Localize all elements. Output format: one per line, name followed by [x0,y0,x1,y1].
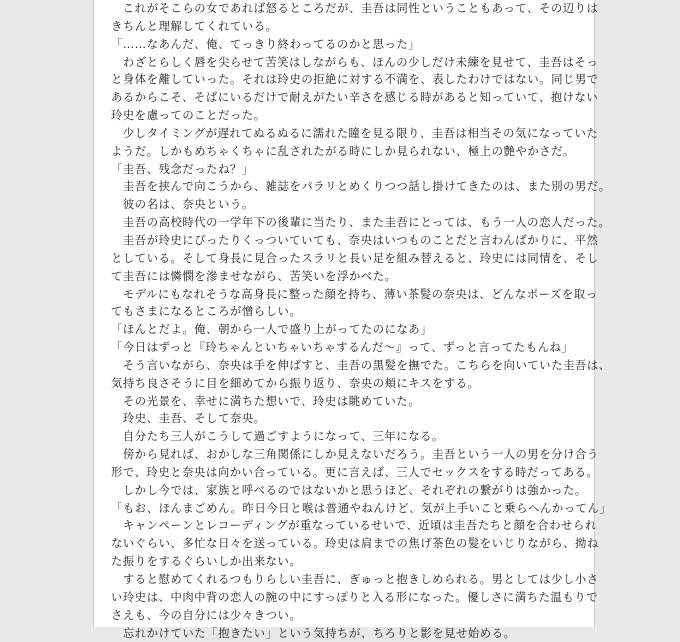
text-line: 「ほんとだよ。俺、朝から一人で盛り上がってたのになあ」 [111,323,433,337]
text-line: これがそこらの女であれば怒るところだが、圭吾は同性ということもあって、その辺りは [111,2,599,15]
text-line: きちんと理解してくれている。 [111,19,278,33]
text-line: 玲史、圭吾、そして奈央。 [111,412,266,426]
text-line: 気持ち良さそうに目を細めてから振り返り、奈央の頬にキスをする。 [111,376,480,390]
text-line: モデルにもなれそうな高身長に整った顔を持ち、薄い茶髪の奈央は、どんなポーズを取っ [111,287,598,301]
text-line: た振りをするぐらいしか出来ない。 [111,555,302,569]
text-line: さえも、今の自分には少々きつい。 [111,608,302,622]
text-line: キャンペーンとレコーディングが重なっているせいで、近頃は圭吾たちと顔を合わせられ [111,519,597,533]
text-line: そう言いながら、奈央は手を伸ばすと、圭吾の黒髪を撫でた。こちらを向いていた圭吾は、 [111,358,611,372]
text-line: 圭吾を挟んで向こうから、雑誌をパラリとめくりつつ話し掛けてきたのは、また別の男だ。 [111,180,611,194]
text-line: 忘れかけていた「抱きたい」という気持ちが、ちろりと影を見せ始める。 [111,626,516,640]
text-line: 圭吾の高校時代の一学年下の後輩に当たり、また圭吾にとっては、もう一人の恋人だった。 [111,216,611,230]
text-line: 玲史を慮ってのことだった。 [111,109,266,123]
text-line: 彼の名は、奈央という。 [111,198,254,212]
text-line: てもさまになるところが憎らしい。 [111,305,302,319]
text-line: て圭吾には憐憫を滲ませながら、苦笑いを浮かべた。 [111,269,397,283]
text-line: としている。そして身長に見合ったスラリと長い足を組み替えると、玲史には同情を、そし [111,251,599,265]
text-line: その光景を、幸せに満ちた想いで、玲史は眺めていた。 [111,394,421,408]
text-line: 少しタイミングが遅れてぬるぬるに濡れた瞳を見る限り、圭吾は相当その気になっていた [111,126,599,140]
text-line: 自分たち三人がこうして過ごすようになって、三年になる。 [111,430,444,444]
text-line: 「……なあんだ、俺、てっきり終わってるのかと思った」 [111,37,421,51]
page-text [111,0,612,642]
text-line: 形で、玲史と奈央は向かい合っている。更に言えば、三人でセックスをする時だってある。 [111,465,599,479]
text-line: 「圭吾、残念だったね？」 [111,162,254,176]
document-page [93,0,612,640]
text-line: 「今日はずっと『玲ちゃんといちゃいちゃするんだ～』って、ずっと言ってたもんね」 [111,341,574,355]
text-line: すると慰めてくれるつもりらしい圭吾に、ぎゅっと抱きしめられる。男としては少し小さ [111,573,599,586]
text-line: と身体を離していった。それは玲史の拒絶に対する不満を、表したわけではない。同じ男で [111,73,599,87]
text-line: い玲史は、中肉中背の恋人の腕の中にすっぽりと入る形になった。優しさに満ちた温もりで [111,590,599,604]
text-line: ようだ。しかもめちゃくちゃに乱されたがる時にしか見られない、極上の艶やかさだ。 [111,144,575,158]
text-line: しかし今では、家族と呼べるのではないかと思うほど、それぞれの繋がりは強かった。 [111,483,587,497]
text-line: ないぐらい、多忙な日々を送っている。玲史は肩までの焦げ茶色の髪をいじりながら、拗ね [111,537,599,551]
text-line: わざとらしく唇を尖らせて苦笑はしながらも、ほんの少しだけ未練を見せて、圭吾はそっ [111,55,599,69]
text-line: 傍から見れば、おかしな三角関係にしか見えないだろう。圭吾という一人の男を分け合う [111,448,599,462]
text-line: あるからこそ、そばにいるだけで耐えがたい辛さを感じる時があると知っていて、抱けない [111,91,599,105]
text-line: 圭吾が玲史にぴったりくっついていても、奈央はいつものことだと言わんばかりに、平然 [111,233,599,247]
text-line: 「もお、ほんまごめん。昨日今日と喉は普通やねんけど、気が上手いこと乗らへんかってん」 [111,501,612,515]
scrollbar[interactable] [674,0,680,627]
